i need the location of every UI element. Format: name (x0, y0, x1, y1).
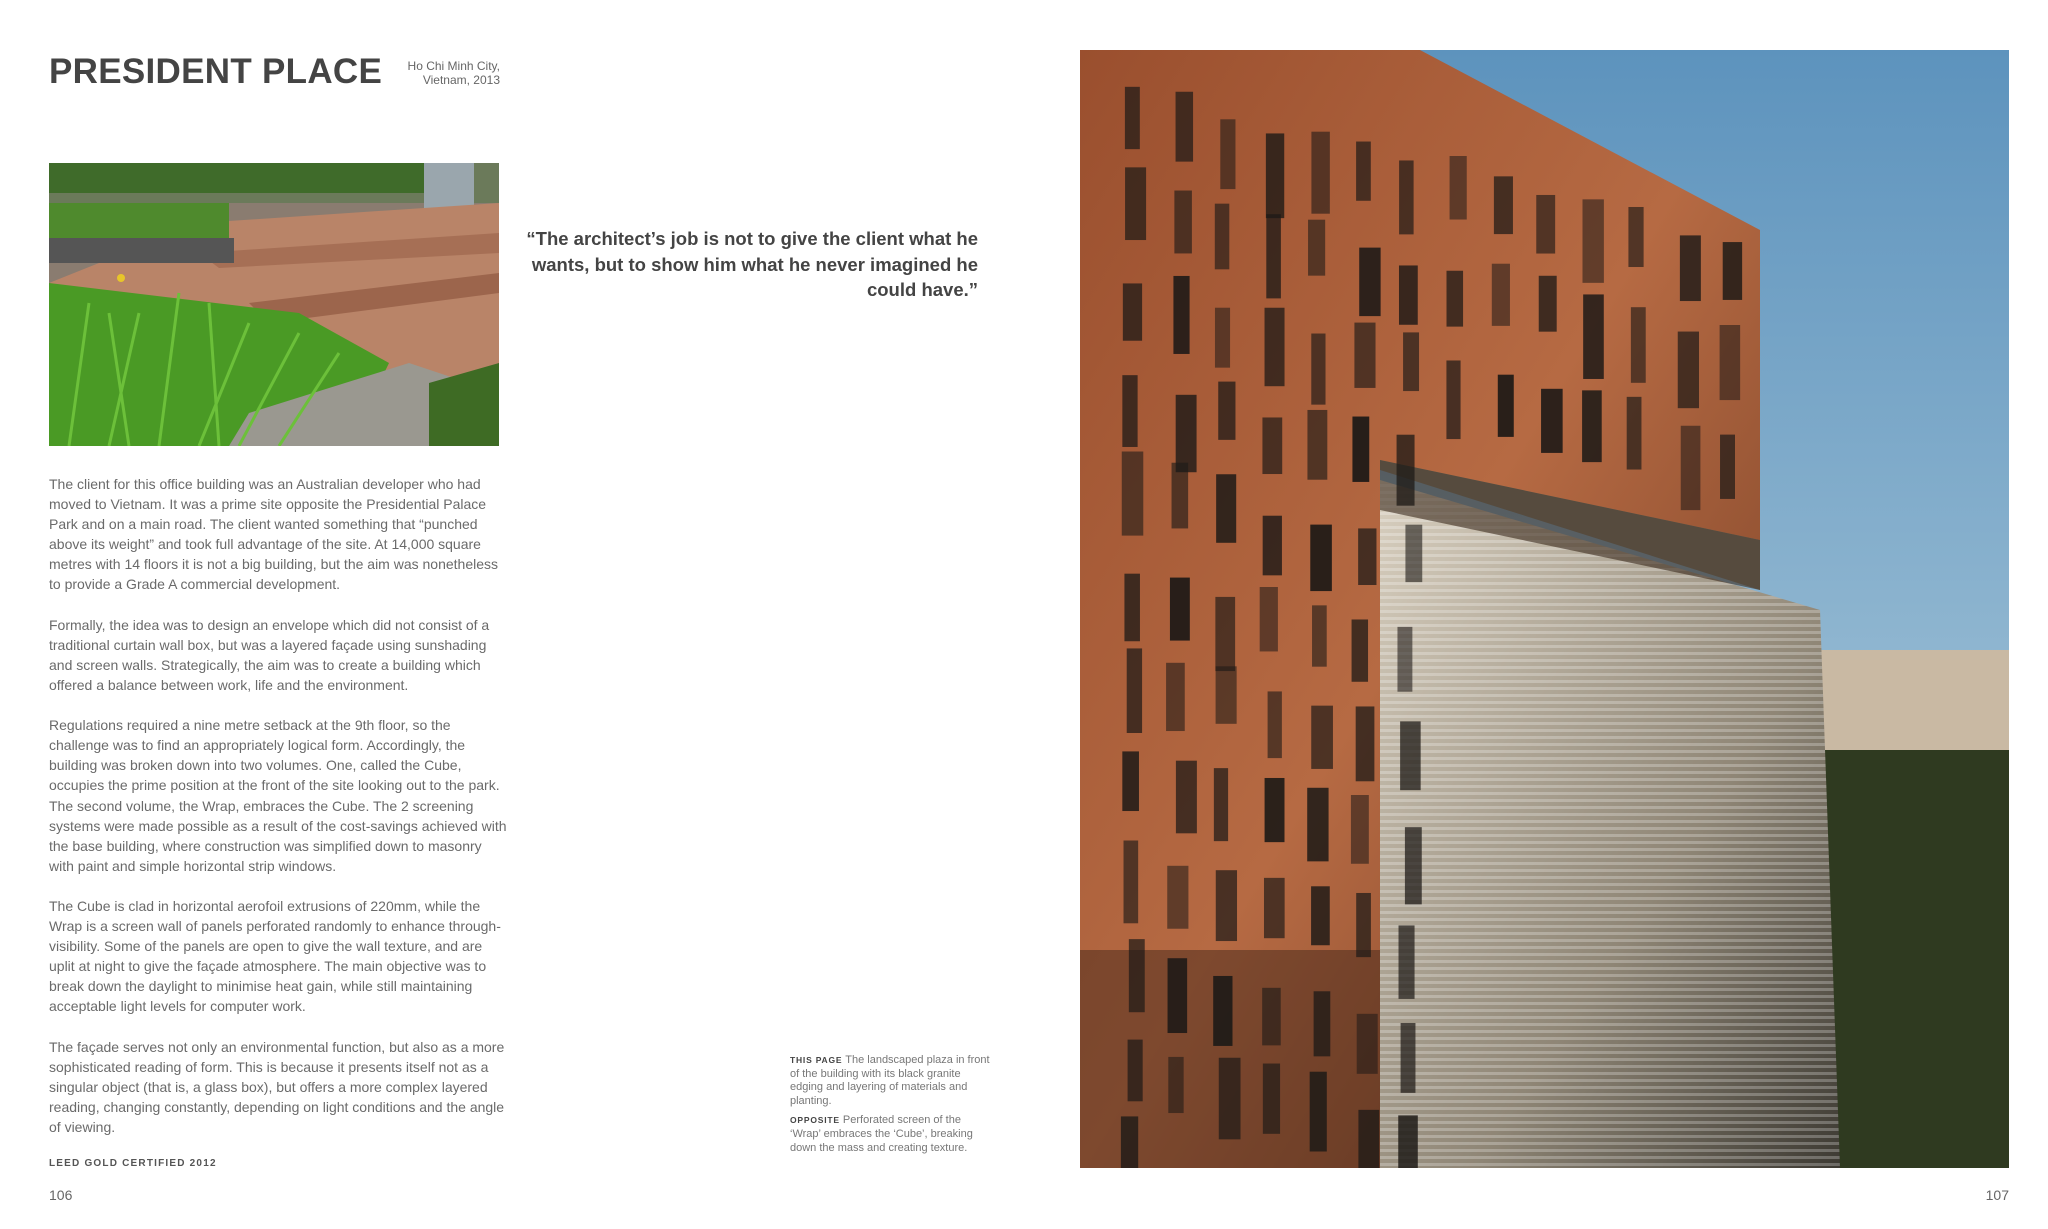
facade-panel (1265, 778, 1285, 842)
facade-panel (1216, 666, 1237, 723)
facade-panel (1218, 382, 1235, 440)
facade-panel (1399, 925, 1415, 998)
facade-panel (1263, 1064, 1280, 1134)
caption-text: The landscaped plaza in front of the building with its black granite edging and layering of materials and planting. (790, 1054, 990, 1107)
body-paragraph: The façade serves not only an environmental function, but also as a more sophisticated reading of form. This is because it presents itself not as a singular object (that is, a glass box), but offers a more complex layered reading, changing constantly, depending on light conditions and the angle of viewing. (49, 1038, 505, 1135)
location-city: Ho Chi Minh City, (407, 59, 500, 73)
facade-panel (1262, 417, 1282, 474)
facade-panel (1310, 1072, 1327, 1152)
pull-quote: “The architect’s job is not to give the client what he wants, but to show him what he never imagined he could have.” (526, 228, 978, 301)
facade-panel (1263, 516, 1282, 576)
facade-panel (1215, 308, 1230, 368)
project-location (380, 59, 500, 87)
page-number-right: 107 (1985, 1187, 2009, 1203)
facade-panel (1582, 199, 1603, 282)
facade-panel (1214, 768, 1228, 841)
facade-panel (1262, 988, 1281, 1046)
facade-panel (1215, 204, 1230, 270)
page-title: PRESIDENT PLACE (49, 52, 383, 91)
facade-panel (1356, 893, 1371, 957)
facade-panel (1311, 334, 1325, 405)
facade-panel (1311, 132, 1329, 214)
facade-panel (1494, 176, 1513, 234)
facade-panel (1129, 939, 1145, 1012)
facade-panel (1168, 958, 1188, 1033)
facade-panel (1539, 276, 1557, 332)
facade-panel (1450, 156, 1467, 220)
body-paragraph: Formally, the idea was to design an envelope which did not consist of a traditional curtain wall box, but was a layered façade using sunshading and screen walls. Strategically, the aim was to create a building which offered a balance between work, life and the environment. (49, 616, 490, 693)
facade-panel (1260, 587, 1278, 651)
facade-panel (1268, 691, 1282, 758)
facade-panel (1213, 976, 1232, 1046)
facade-panel (1216, 474, 1236, 543)
facade-panel (1219, 1058, 1241, 1140)
facade-panel (1446, 360, 1460, 439)
body-text (49, 474, 509, 1157)
facade-panel (1720, 325, 1741, 400)
facade-panel (1352, 619, 1368, 681)
facade-panel (1174, 191, 1192, 254)
facade-panel (1128, 1040, 1143, 1102)
facade-panel (1265, 308, 1285, 386)
facade-panel (1398, 1115, 1418, 1168)
facade-panel (1172, 463, 1189, 529)
facade-panel (1498, 375, 1514, 437)
certification-note: LEED GOLD CERTIFIED 2012 (49, 1158, 217, 1169)
facade-panel (1311, 886, 1330, 945)
facade-panel (1541, 389, 1563, 453)
facade-panel (1121, 1116, 1138, 1168)
facade-panel (1122, 452, 1144, 536)
facade-panel (1308, 220, 1325, 276)
body-paragraph: The client for this office building was an Australian developer who had moved to Vietnam. It was a prime site opposite the Presidential Palace Park and on a main road. The client wanted something that “punched above its weight” and took full advantage of the site. At 14,000 square metres with 14 floors it is not a big building, but the aim was nonetheless to provide a Grade A commercial development. (49, 476, 499, 593)
facade-panel (1627, 397, 1642, 470)
facade-panel (1397, 435, 1415, 506)
facade-panel (1492, 264, 1510, 326)
facade-panel (1401, 1023, 1416, 1093)
body-paragraph: Regulations required a nine metre setback at the 9th floor, so the challenge was to find an appropriately logical form. Accordingly, the building was broken down into two volumes. One, called the Cube, occupies the prime position at the front of the site looking out to the park. The second volume, the Wrap, embraces the Cube. The 2 screening systems were made possible as a result of the cost-savings achieved with the base building, where construction was simplified down to masonry with paint and simple horizontal strip windows. (49, 717, 507, 874)
facade-panel (1356, 706, 1375, 781)
facade-panel (1216, 870, 1237, 941)
facade-panel (1583, 294, 1604, 379)
facade-panel (1168, 1057, 1183, 1113)
facade-panel (1125, 87, 1140, 149)
facade-panel (1170, 578, 1190, 641)
facade-panel (1399, 160, 1414, 234)
facade-panel (1307, 788, 1328, 862)
facade-panel (1122, 375, 1137, 447)
facade-panel (1167, 866, 1188, 929)
facade-panel (1264, 878, 1285, 938)
facade-panel (1400, 721, 1421, 790)
facade-panel (1447, 271, 1464, 327)
facade-panel (1122, 751, 1139, 811)
facade-panel (1266, 214, 1281, 298)
facade-panel (1127, 648, 1142, 733)
body-paragraph: The Cube is clad in horizontal aerofoil extrusions of 220mm, while the Wrap is a screen wall of panels perforated randomly to enhance through-visibility. Some of the panels are open to give the wall texture, and are uplit at night to give the façade atmosphere. The main objective was to break down the daylight to minimise heat gain, while still maintaining acceptable light levels for computer work. (49, 897, 501, 1015)
facade-panel (1125, 167, 1146, 240)
facade-panel (1352, 417, 1369, 482)
facade-panel (1166, 663, 1185, 731)
caption-opposite (790, 1114, 990, 1155)
facade-panel (1680, 235, 1701, 301)
facade-panel (1310, 525, 1332, 591)
facade-panel (1397, 627, 1412, 692)
facade-panel (1405, 827, 1422, 904)
facade-panel (1351, 795, 1369, 864)
facade-panel (1311, 706, 1333, 769)
facade-panel (1628, 207, 1643, 267)
facade-panel (1173, 276, 1189, 354)
facade-panel (1176, 92, 1194, 162)
facade-panel (1631, 307, 1646, 383)
facade-panel (1723, 242, 1742, 300)
facade-panel (1124, 841, 1139, 924)
facade-panel (1720, 435, 1735, 499)
building-facade-photo (1080, 50, 2009, 1168)
facade-panel (1358, 528, 1376, 585)
location-country-year: Vietnam, 2013 (422, 73, 500, 87)
facade-panel (1176, 761, 1197, 834)
page-number-left: 106 (49, 1187, 73, 1203)
facade-panel (1123, 283, 1142, 340)
facade-panel (1312, 605, 1327, 666)
facade-panel (1678, 332, 1699, 409)
facade-panel (1359, 248, 1380, 316)
photo-captions (790, 1054, 990, 1161)
facade-panel (1215, 597, 1235, 671)
facade-panel (1403, 332, 1419, 391)
facade-panel (1405, 525, 1422, 582)
caption-text: Perforated screen of the ‘Wrap’ embraces the ‘Cube’, breaking down the mass and creating texture. (790, 1114, 973, 1154)
facade-panel (1357, 1014, 1378, 1074)
facade-panel (1681, 426, 1701, 510)
facade-panel (1176, 395, 1197, 472)
caption-label: THIS PAGE (790, 1055, 843, 1065)
facade-panel (1314, 991, 1331, 1056)
facade-panel (1536, 195, 1555, 254)
facade-panel (1220, 119, 1235, 189)
facade-panel (1399, 265, 1418, 324)
facade-panel (1358, 1110, 1379, 1168)
plaza-photo (49, 163, 499, 446)
caption-this-page (790, 1054, 990, 1108)
facade-panel (1307, 410, 1327, 480)
facade-panel (1266, 133, 1284, 218)
facade-panel (1356, 142, 1371, 201)
facade-panel (1582, 390, 1602, 462)
facade-panel (1124, 574, 1140, 642)
caption-label: OPPOSITE (790, 1115, 840, 1126)
facade-panel (1354, 323, 1375, 388)
